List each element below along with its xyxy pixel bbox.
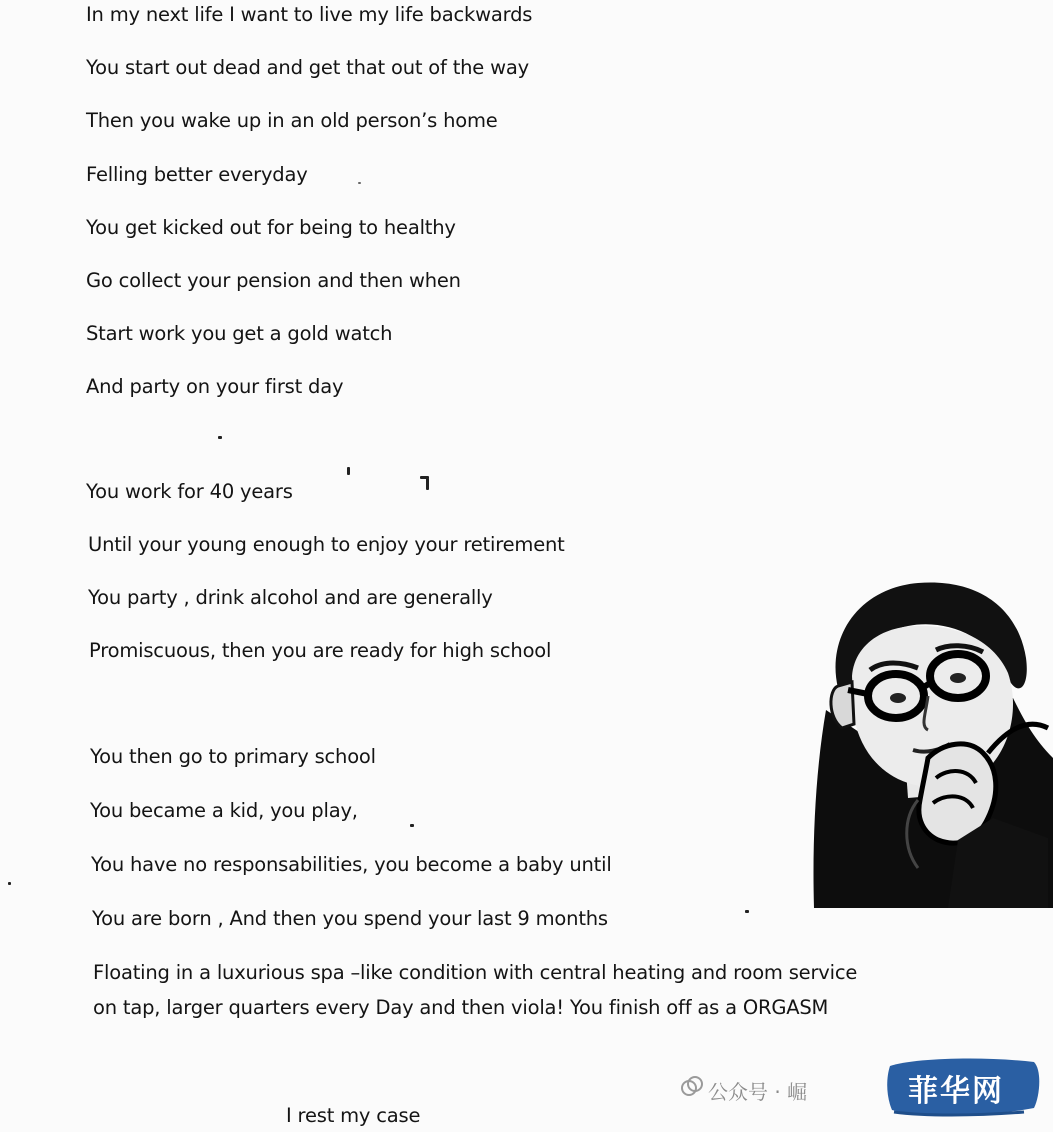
poem-line: You have no responsabilities, you become a baby until bbox=[91, 853, 612, 876]
poem-line: You start out dead and get that out of the way bbox=[86, 56, 529, 79]
poem-line: You then go to primary school bbox=[90, 745, 376, 768]
scan-speck bbox=[358, 182, 361, 184]
poem-line: You became a kid, you play, bbox=[90, 799, 358, 822]
poem-line: You are born , And then you spend your last 9 months bbox=[92, 907, 608, 930]
poem-line: Promiscuous, then you are ready for high school bbox=[89, 639, 552, 662]
poem-line: In my next life I want to live my life backwards bbox=[86, 3, 533, 26]
poem-line: Then you wake up in an old person’s home bbox=[86, 109, 498, 132]
poem-line: on tap, larger quarters every Day and then viola! You finish off as a ORGASM bbox=[93, 996, 829, 1019]
scan-speck bbox=[410, 824, 414, 827]
scan-speck bbox=[426, 478, 429, 490]
poem-line: You work for 40 years bbox=[86, 480, 293, 503]
portrait-illustration bbox=[808, 578, 1053, 913]
scan-speck bbox=[218, 436, 222, 439]
poem-line: Until your young enough to enjoy your retirement bbox=[88, 533, 565, 556]
poem-line: Felling better everyday bbox=[86, 163, 308, 186]
poem-line: You party , drink alcohol and are generally bbox=[88, 586, 493, 609]
poem-line: Start work you get a gold watch bbox=[86, 322, 393, 345]
brand-badge bbox=[884, 1056, 1044, 1118]
brand-badge-text: 菲华网 bbox=[908, 1074, 1004, 1109]
poem-line: Floating in a luxurious spa –like condition with central heating and room service bbox=[93, 961, 858, 984]
scan-speck bbox=[745, 910, 749, 913]
poem-line: Go collect your pension and then when bbox=[86, 269, 461, 292]
scan-speck bbox=[347, 467, 350, 475]
poem-line: You get kicked out for being to healthy bbox=[86, 216, 456, 239]
wechat-channel-icon bbox=[680, 1074, 704, 1098]
scan-speck bbox=[8, 882, 11, 885]
poem-line: And party on your first day bbox=[86, 375, 344, 398]
closing-line: I rest my case bbox=[286, 1104, 421, 1127]
watermark-channel-text: 公众号 · 崛 bbox=[708, 1080, 808, 1104]
